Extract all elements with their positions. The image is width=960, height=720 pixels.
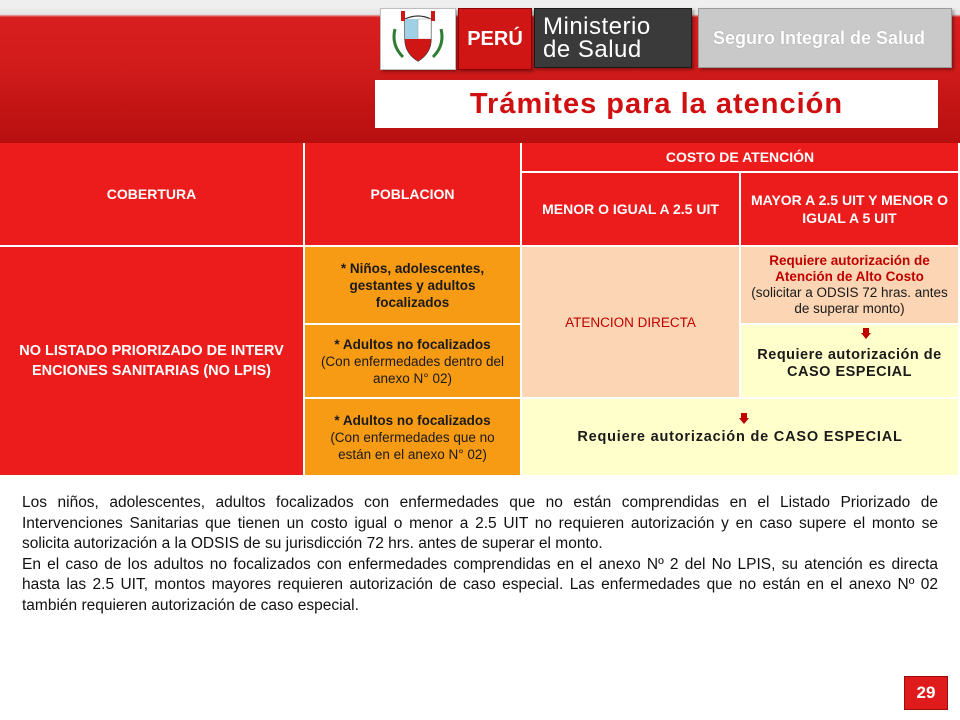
poblacion-row-3-label: * Adultos no focalizados xyxy=(334,412,491,428)
poblacion-row-3 xyxy=(305,399,522,477)
coverage-table xyxy=(0,143,960,477)
header-menor-igual: MENOR O IGUAL A 2.5 UIT xyxy=(522,173,741,247)
alto-costo-cell xyxy=(741,247,960,325)
explanation-paragraph-1: Los niños, adolescentes, adultos focalizados con enfermedades que no están comprendidas en el Listado Priorizado de Intervenciones Sanitarias que tienen un costo igual o menor a 2.5 UIT no requieren autorización y en caso supere el monto se solicita autorización a la ODSIS de su jurisdicción 72 hrs. antes de superar el monto. xyxy=(22,494,938,552)
atencion-directa-cell: ATENCION DIRECTA xyxy=(522,247,741,399)
peru-brand-box xyxy=(458,8,532,70)
coat-of-arms-icon xyxy=(381,9,455,69)
poblacion-row-2-note: (Con enfermedades dentro del anexo N° 02) xyxy=(320,353,505,386)
ministry-line2: de Salud xyxy=(543,36,642,63)
alto-costo-note: (solicitar a ODSIS 72 hras. antes de superar monto) xyxy=(751,285,948,316)
page-number: 29 xyxy=(904,676,948,710)
poblacion-row-2-label: * Adultos no focalizados xyxy=(334,336,491,352)
peru-label: PERÚ xyxy=(467,27,523,50)
ministry-brand-box xyxy=(534,8,692,68)
caso-especial-cell-2: Requiere autorización de CASO ESPECIAL xyxy=(522,399,960,477)
header-mayor: MAYOR A 2.5 UIT Y MENOR O IGUAL A 5 UIT xyxy=(741,173,960,247)
down-arrow-icon xyxy=(739,413,749,423)
cobertura-value: NO LISTADO PRIORIZADO DE INTERV ENCIONES SANITARIAS (NO LPIS) xyxy=(0,247,305,477)
peru-coat-of-arms-logo xyxy=(380,8,456,70)
alto-costo-label: Requiere autorización de Atención de Alto Costo xyxy=(769,253,930,284)
header-cobertura: COBERTURA xyxy=(0,143,305,247)
down-arrow-icon xyxy=(861,328,871,338)
poblacion-row-1-label: * Niños, adolescentes, gestantes y adultos focalizados xyxy=(340,260,485,310)
ministry-line1: Ministerio xyxy=(543,13,651,40)
caso-especial-cell-1: Requiere autorización de CASO ESPECIAL xyxy=(741,325,960,399)
header-poblacion: POBLACION xyxy=(305,143,522,247)
poblacion-row-2 xyxy=(305,325,522,399)
poblacion-row-1 xyxy=(305,247,522,325)
page-title: Trámites para la atención xyxy=(375,80,938,128)
explanation-text xyxy=(22,493,938,616)
header-costo-atencion: COSTO DE ATENCIÓN xyxy=(522,143,960,173)
header-top-strip xyxy=(0,0,960,8)
poblacion-row-3-note: (Con enfermedades que no están en el anexo N° 02) xyxy=(330,429,495,462)
sis-label: Seguro Integral de Salud xyxy=(713,27,926,48)
explanation-paragraph-2: En el caso de los adultos no focalizados con enfermedades comprendidas en el anexo Nº 2 del No LPIS, su atención es directa hasta las 2.5 UIT, montos mayores requieren autorización de caso especial. Las enfermedades que no están en el anexo Nº 02 también requieren autorización de caso especial. xyxy=(22,555,938,614)
sis-brand-box xyxy=(698,8,952,68)
